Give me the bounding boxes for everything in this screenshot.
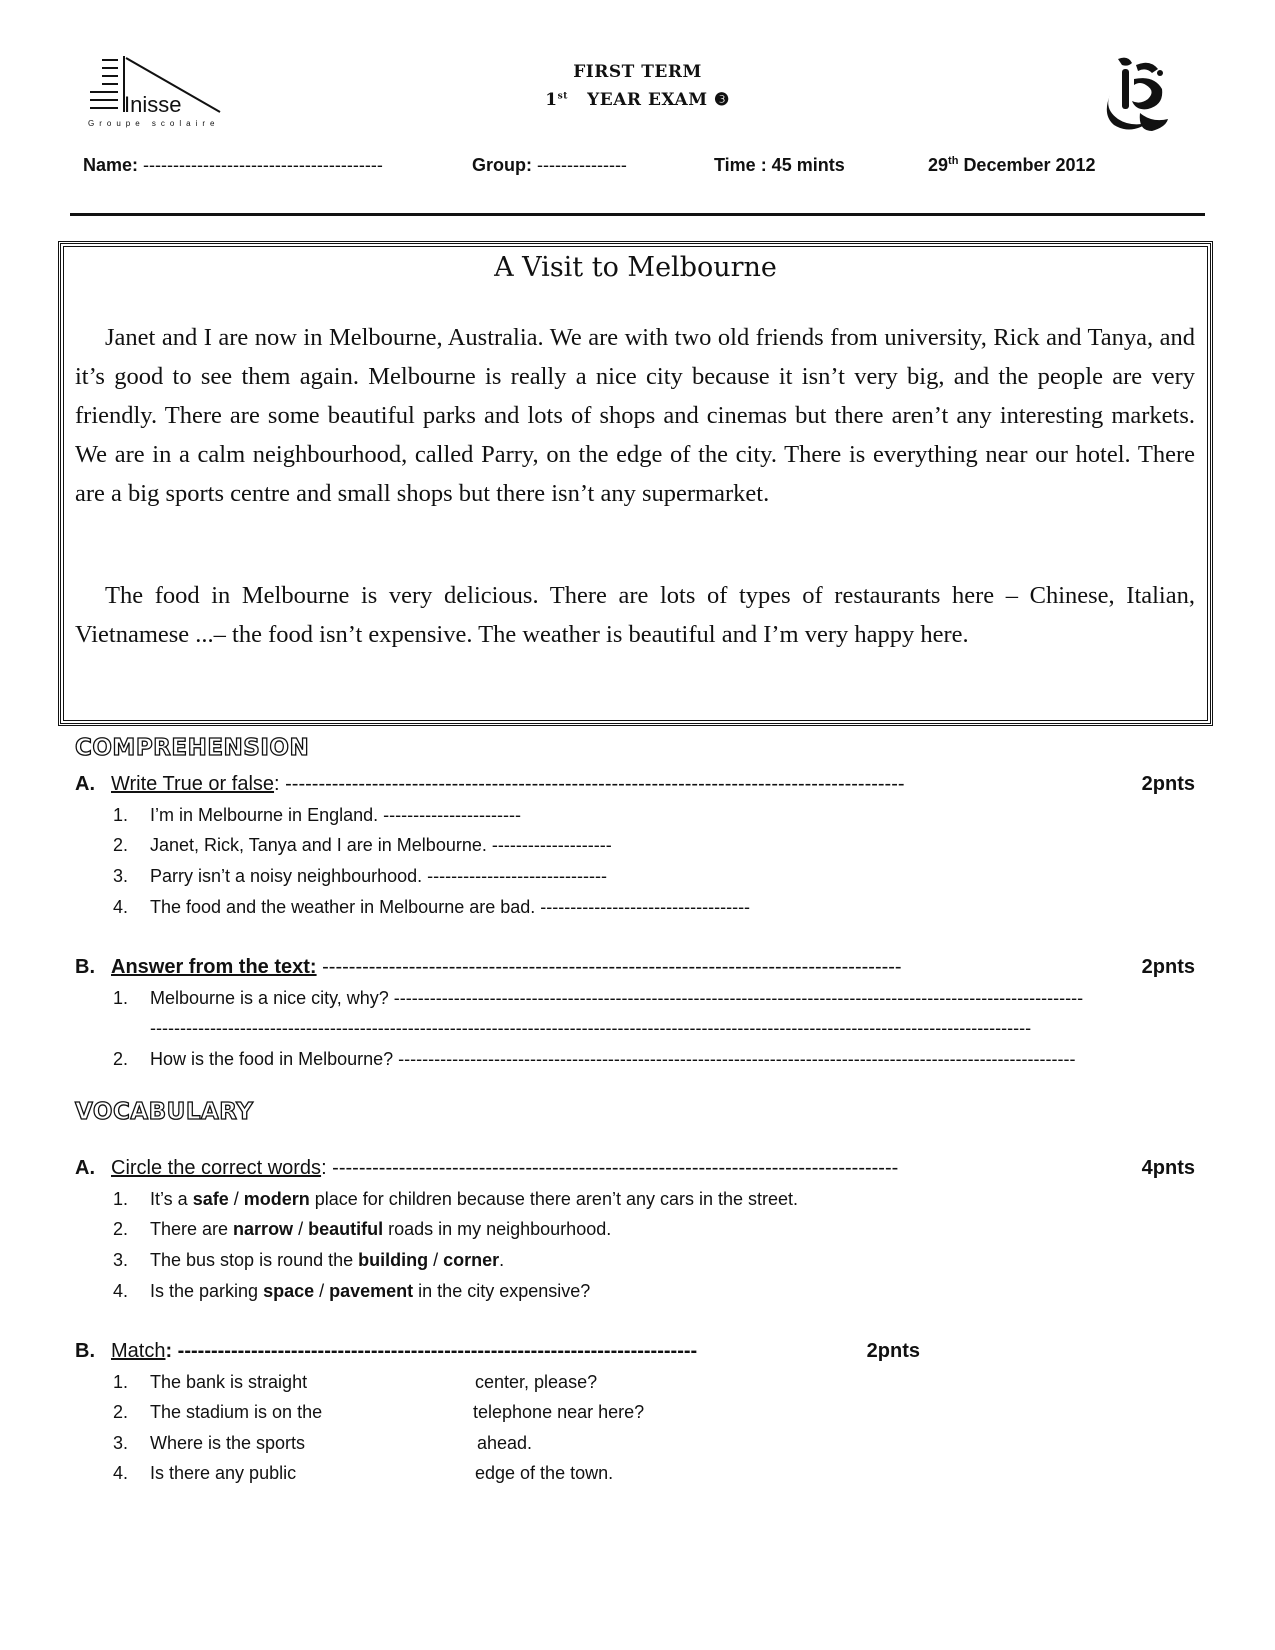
question-dashes: : --------------------------------------------------------------------------------------------- bbox=[274, 773, 905, 795]
question-letter: B. bbox=[75, 1340, 95, 1362]
name-field[interactable] bbox=[83, 155, 383, 176]
choice-word[interactable]: safe bbox=[192, 1189, 229, 1209]
list-item: 1. I’m in Melbourne in England. ----------------------- bbox=[113, 805, 521, 825]
answer-line: --------------------------------------------------------------------------------------------------------------------------------------------------- bbox=[150, 1018, 1032, 1038]
match-right-item: ahead. bbox=[477, 1433, 533, 1453]
logo-text: Inisse bbox=[124, 92, 182, 117]
date-day: 29 bbox=[928, 155, 949, 175]
logo-subtext: Groupe scolaire bbox=[88, 119, 220, 128]
list-item: 1. Melbourne is a nice city, why? ------------------------------------------------------------------------------------------------------------------- bbox=[113, 988, 1084, 1008]
list-item: 1. It’s a safe / modern place for children because there aren’t any cars in the street. bbox=[113, 1189, 799, 1209]
list-item: 2. How is the food in Melbourne? ----------------------------------------------------------------------------------------------------------------- bbox=[113, 1049, 1076, 1069]
match-right-item: center, please? bbox=[475, 1372, 598, 1392]
question-letter: B. bbox=[75, 956, 95, 978]
comprehension-title: COMPREHENSION bbox=[75, 735, 310, 761]
exam-ordinal: 1 bbox=[545, 90, 558, 110]
points: 4pnts bbox=[1141, 1157, 1195, 1179]
term-title: FIRST TERM bbox=[573, 62, 702, 82]
choice-word[interactable]: building bbox=[358, 1250, 429, 1270]
list-item: 4. The food and the weather in Melbourne are bad. ----------------------------------- bbox=[113, 897, 751, 917]
exam-label: YEAR EXAM ❸ bbox=[587, 90, 730, 110]
question-dashes: : ------------------------------------------------------------------------------------- bbox=[321, 1157, 899, 1179]
match-left-item: 4. Is there any public bbox=[113, 1463, 297, 1483]
choice-word[interactable]: corner bbox=[443, 1250, 500, 1270]
question-letter: A. bbox=[75, 1157, 95, 1179]
story-paragraph-2: The food in Melbourne is very delicious. There are lots of types of restaurants here – Chinese, Italian, Vietnamese ...– the food isn’t expensive. The weather is beautiful and I’m very happy here. bbox=[75, 582, 1195, 648]
question-dashes: : ------------------------------------------------------------------------------ bbox=[165, 1340, 698, 1362]
vocabulary-b-heading bbox=[75, 1340, 920, 1363]
match-left-item: 2. The stadium is on the bbox=[113, 1402, 323, 1422]
list-item: 4. Is the parking space / pavement in the city expensive? bbox=[113, 1281, 591, 1301]
list-item: 2. Janet, Rick, Tanya and I are in Melbourne. -------------------- bbox=[113, 835, 612, 855]
match-right-item: edge of the town. bbox=[475, 1463, 614, 1483]
story-title: A Visit to Melbourne bbox=[494, 252, 777, 283]
story-paragraph-1: Janet and I are now in Melbourne, Australia. We are with two old friends from university, Rick and Tanya, and it’s good to see them again. Melbourne is really a nice city because it isn’t very big, and the people are very friendly. There are some beautiful parks and lots of shops and cinemas but there aren’t any interesting markets. We are in a calm neighbourhood, called Parry, on the edge of the city. There is everything near our hotel. There are a big sports centre and small shops but there isn’t any supermarket. bbox=[75, 324, 1195, 507]
points: 2pnts bbox=[1141, 773, 1195, 795]
question-label: Answer from the text: bbox=[111, 956, 317, 978]
points: 2pnts bbox=[1141, 956, 1195, 978]
group-field[interactable] bbox=[472, 155, 627, 176]
question-label: Match bbox=[111, 1340, 166, 1362]
exam-ordinal-sup: st bbox=[557, 91, 568, 102]
vocabulary-a-heading bbox=[75, 1157, 1195, 1180]
header-divider bbox=[70, 213, 1205, 216]
group-label: Group: bbox=[472, 155, 532, 175]
question-dashes: --------------------------------------------------------------------------------------- bbox=[316, 956, 902, 978]
match-right-item: telephone near here? bbox=[473, 1402, 645, 1422]
choice-word[interactable]: space bbox=[263, 1281, 315, 1301]
date-sup: th bbox=[948, 155, 959, 167]
comprehension-b-heading bbox=[75, 956, 1195, 979]
name-label: Name: bbox=[83, 155, 139, 175]
comprehension-a-heading bbox=[75, 773, 1195, 796]
time-info: Time : 45 mints bbox=[714, 155, 845, 175]
list-item: 3. The bus stop is round the building / corner. bbox=[113, 1250, 505, 1270]
match-left-item: 3. Where is the sports bbox=[113, 1433, 306, 1453]
exam-date bbox=[928, 155, 1096, 176]
group-dashes: --------------- bbox=[537, 155, 627, 175]
choice-word[interactable]: beautiful bbox=[308, 1219, 384, 1239]
points: 2pnts bbox=[866, 1340, 920, 1362]
question-label: Write True or false bbox=[111, 773, 275, 795]
question-label: Circle the correct words bbox=[111, 1157, 322, 1179]
vocabulary-title: VOCABULARY bbox=[75, 1099, 254, 1125]
choice-word[interactable]: modern bbox=[243, 1189, 310, 1209]
choice-word[interactable]: narrow bbox=[233, 1219, 294, 1239]
name-dashes: ---------------------------------------- bbox=[143, 155, 383, 175]
date-rest: December 2012 bbox=[963, 155, 1096, 175]
question-letter: A. bbox=[75, 773, 95, 795]
match-left-item: 1. The bank is straight bbox=[113, 1372, 308, 1392]
choice-word[interactable]: pavement bbox=[329, 1281, 414, 1301]
list-item: 2. There are narrow / beautiful roads in my neighbourhood. bbox=[113, 1219, 612, 1239]
exam-title bbox=[0, 90, 1275, 110]
list-item: 3. Parry isn’t a noisy neighbourhood. ------------------------------ bbox=[113, 866, 607, 886]
